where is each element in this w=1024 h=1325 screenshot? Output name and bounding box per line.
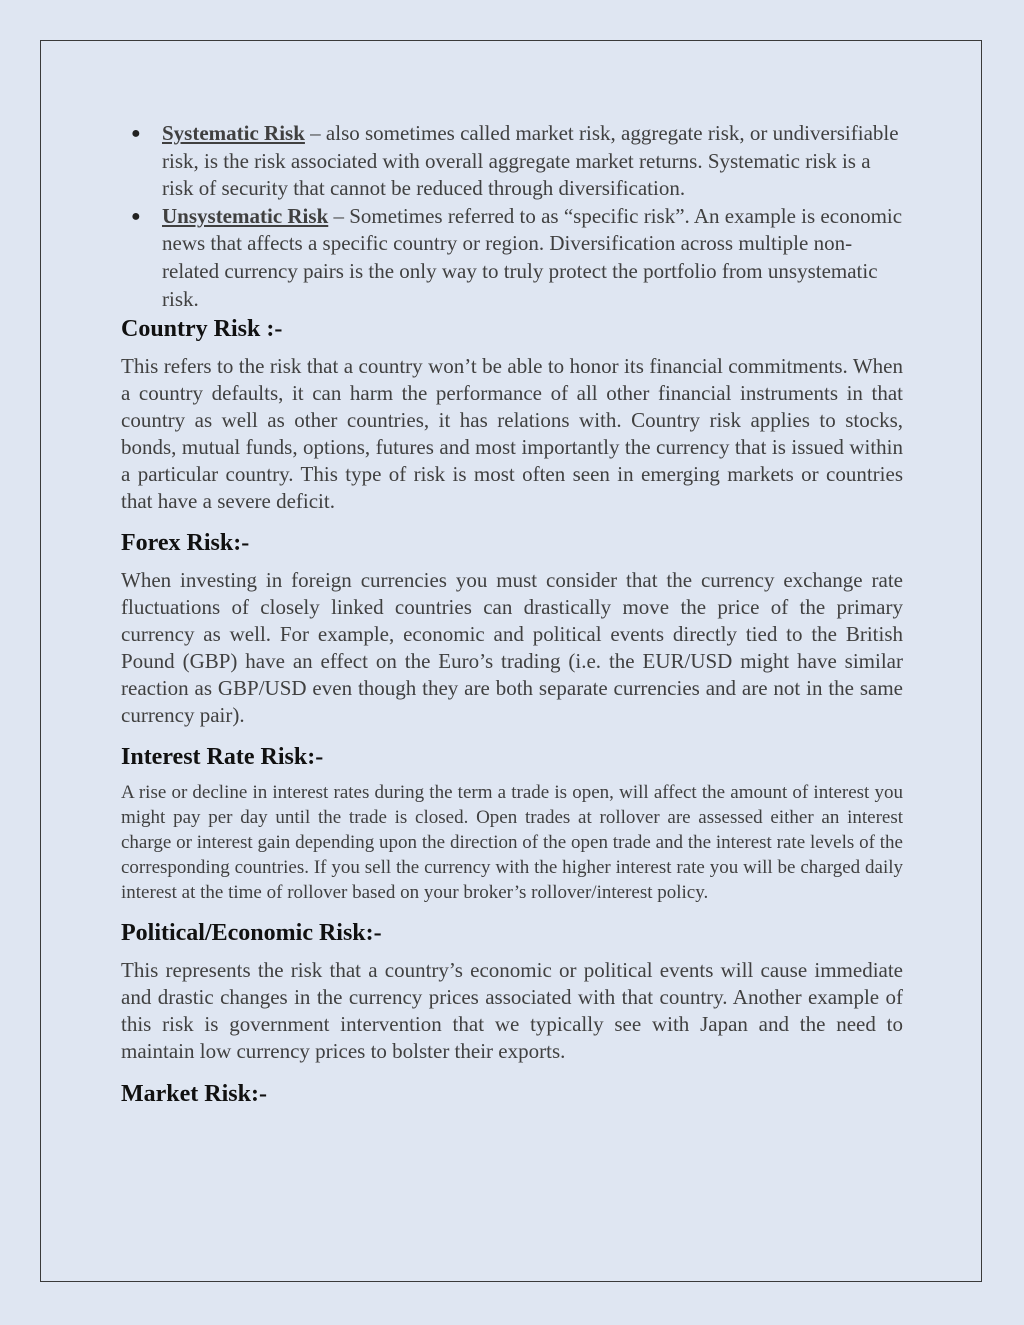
country-risk-heading: Country Risk :- — [121, 316, 283, 343]
risk-bullet-list — [121, 120, 903, 313]
political-economic-risk-paragraph: This represents the risk that a country’s economic or political events will cause immediate and drastic changes in the currency prices associated with that country. Another example of this risk is government intervention that we typically see with Japan and the need to maintain low currency prices to bolster their exports. — [121, 958, 903, 1064]
interest-rate-risk-paragraph: A rise or decline in interest rates during the term a trade is open, will affect the amount of interest you might pay per day until the trade is closed. Open trades at rollover are assessed either an interest charge or interest gain depending upon the direction of the open trade and the interest rate levels of the corresponding countries. If you sell the currency with the higher interest rate you will be charged daily interest at the time of rollover based on your broker’s rollover/interest policy. — [121, 782, 903, 904]
interest-rate-risk-heading: Interest Rate Risk:- — [121, 744, 324, 771]
list-item — [121, 120, 903, 203]
political-economic-risk-heading: Political/Economic Risk:- — [121, 920, 382, 947]
list-item — [121, 203, 903, 313]
unsystematic-risk-text: – Sometimes referred to as “specific risk”. An example is economic news that affects a specific country or region. Diversification across multiple non-related currency pairs is the only way to truly protect the portfolio from unsystematic risk. — [162, 203, 903, 311]
systematic-risk-text: – also sometimes called market risk, aggregate risk, or undiversifiable risk, is the risk associated with overall aggregate market returns. Systematic risk is a risk of security that cannot be reduced through diversification. — [162, 121, 899, 201]
forex-risk-heading: Forex Risk:- — [121, 530, 250, 557]
document-content — [121, 120, 903, 1109]
country-risk-paragraph: This refers to the risk that a country won’t be able to honor its financial commitments. When a country defaults, it can harm the performance of all other financial instruments in that country as well as other countries, it has relations with. Country risk applies to stocks, bonds, mutual funds, options, futures and most importantly the currency that is issued within a particular country. This type of risk is most often seen in emerging markets or countries that have a severe deficit. — [121, 354, 903, 514]
forex-risk-paragraph: When investing in foreign currencies you must consider that the currency exchange rate fluctuations of closely linked countries can drastically move the price of the primary currency as well. For example, economic and political events directly tied to the British Pound (GBP) have an effect on the Euro’s trading (i.e. the EUR/USD might have similar reaction as GBP/USD even though they are both separate currencies and are not in the same currency pair). — [121, 568, 903, 728]
bullet-icon: ● — [131, 125, 141, 142]
unsystematic-risk-term: Unsystematic Risk — [162, 203, 329, 228]
market-risk-heading: Market Risk:- — [121, 1081, 267, 1108]
systematic-risk-term: Systematic Risk — [162, 121, 305, 145]
bullet-icon: ● — [131, 207, 141, 225]
